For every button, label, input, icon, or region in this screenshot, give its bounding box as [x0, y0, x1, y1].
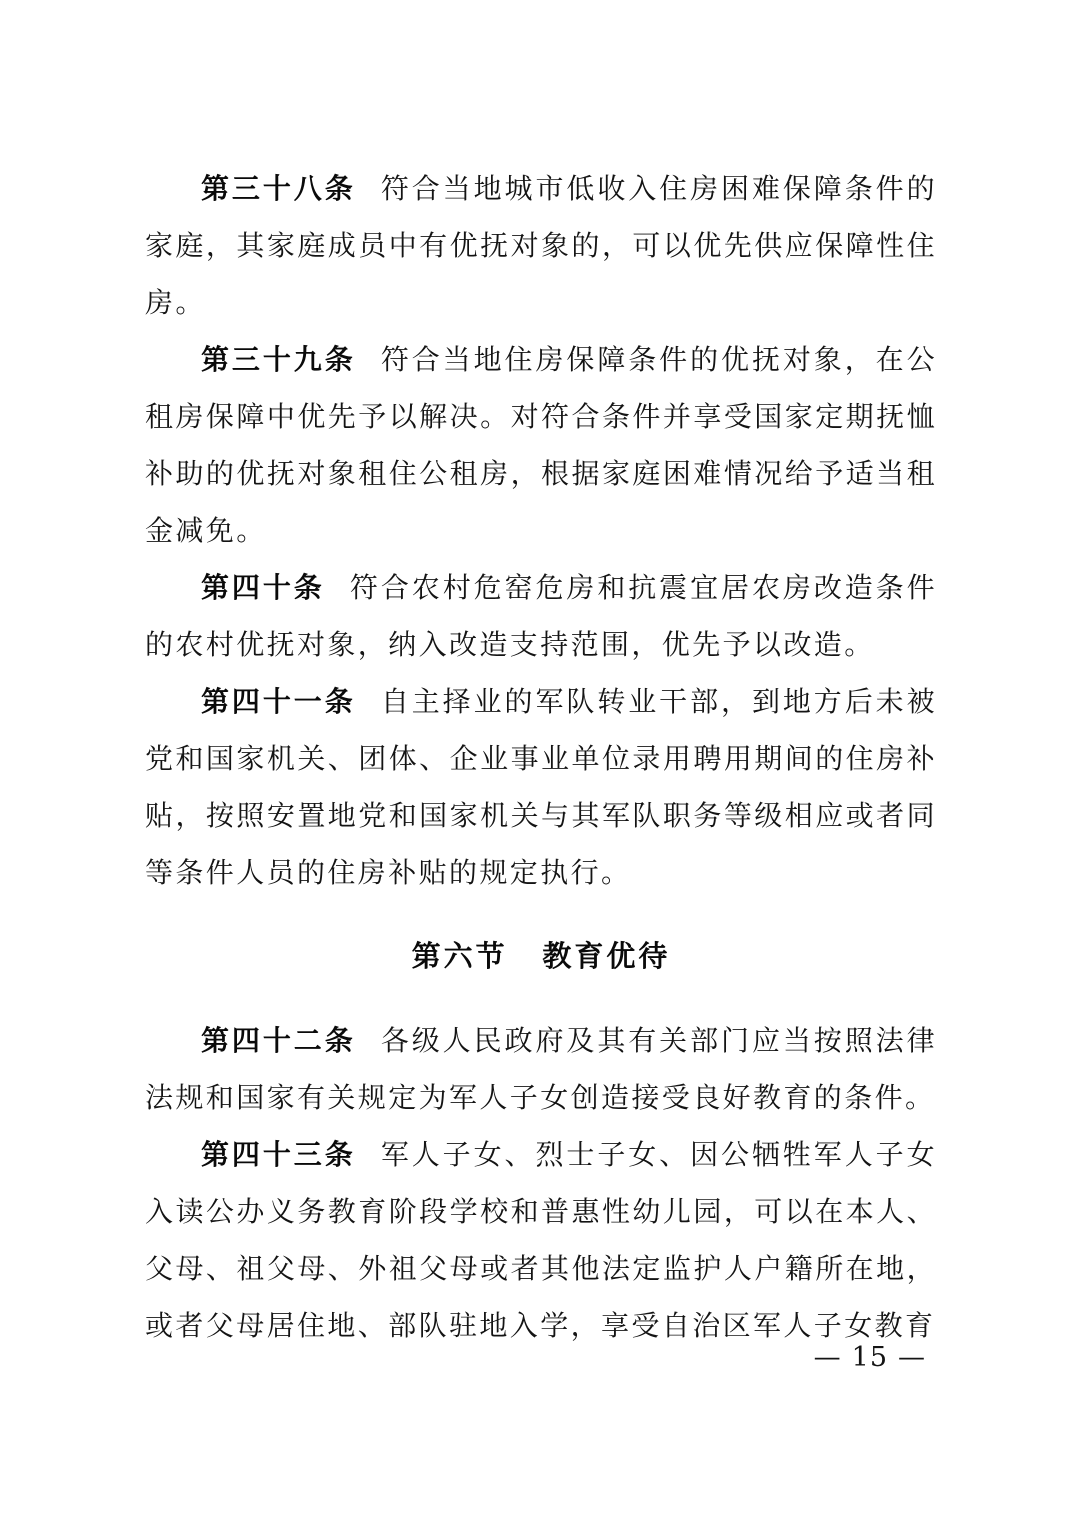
article-text: 符合农村危窑危房和抗震宜居农房改造条件的农村优抚对象，纳入改造支持范围，优先予以改造。 — [145, 571, 937, 661]
article-paragraph — [145, 160, 937, 331]
article-number: 第三十八条 — [201, 172, 356, 205]
section-heading — [145, 928, 937, 985]
page-number-left-dash: — — [813, 1342, 842, 1373]
article-number: 第四十二条 — [201, 1024, 356, 1057]
section-heading-label: 第六节 — [411, 939, 508, 973]
section-heading-title: 教育优待 — [542, 939, 671, 973]
article-number: 第三十九条 — [201, 343, 356, 376]
article-number: 第四十一条 — [201, 685, 356, 718]
article-number: 第四十条 — [201, 571, 325, 604]
article-text: 军人子女、烈士子女、因公牺牲军人子女入读公办义务教育阶段学校和普惠性幼儿园，可以在本人、父母、祖父母、外祖父母或者其他法定监护人户籍所在地，或者父母居住地、部队驻地入学，享受自治区军人子女教育 — [145, 1138, 937, 1342]
article-text: 符合当地城市低收入住房困难保障条件的家庭，其家庭成员中有优抚对象的，可以优先供应保障性住房。 — [145, 172, 937, 319]
article-paragraph — [145, 331, 937, 559]
article-paragraph — [145, 1126, 937, 1354]
article-paragraph — [145, 559, 937, 673]
document-body — [145, 160, 937, 1354]
page-number — [804, 1338, 936, 1378]
article-text: 自主择业的军队转业干部，到地方后未被党和国家机关、团体、企业事业单位录用聘用期间的住房补贴，按照安置地党和国家机关与其军队职务等级相应或者同等条件人员的住房补贴的规定执行。 — [145, 685, 937, 889]
article-number: 第四十三条 — [201, 1138, 356, 1171]
article-text: 各级人民政府及其有关部门应当按照法律法规和国家有关规定为军人子女创造接受良好教育的条件。 — [145, 1024, 937, 1114]
page-number-right-dash: — — [898, 1342, 926, 1373]
article-paragraph — [145, 1012, 937, 1126]
article-paragraph — [145, 673, 937, 901]
article-text: 符合当地住房保障条件的优抚对象，在公租房保障中优先予以解决。对符合条件并享受国家定期抚恤补助的优抚对象租住公租房，根据家庭困难情况给予适当租金减免。 — [145, 343, 937, 547]
page-number-value: 15 — [851, 1342, 888, 1373]
